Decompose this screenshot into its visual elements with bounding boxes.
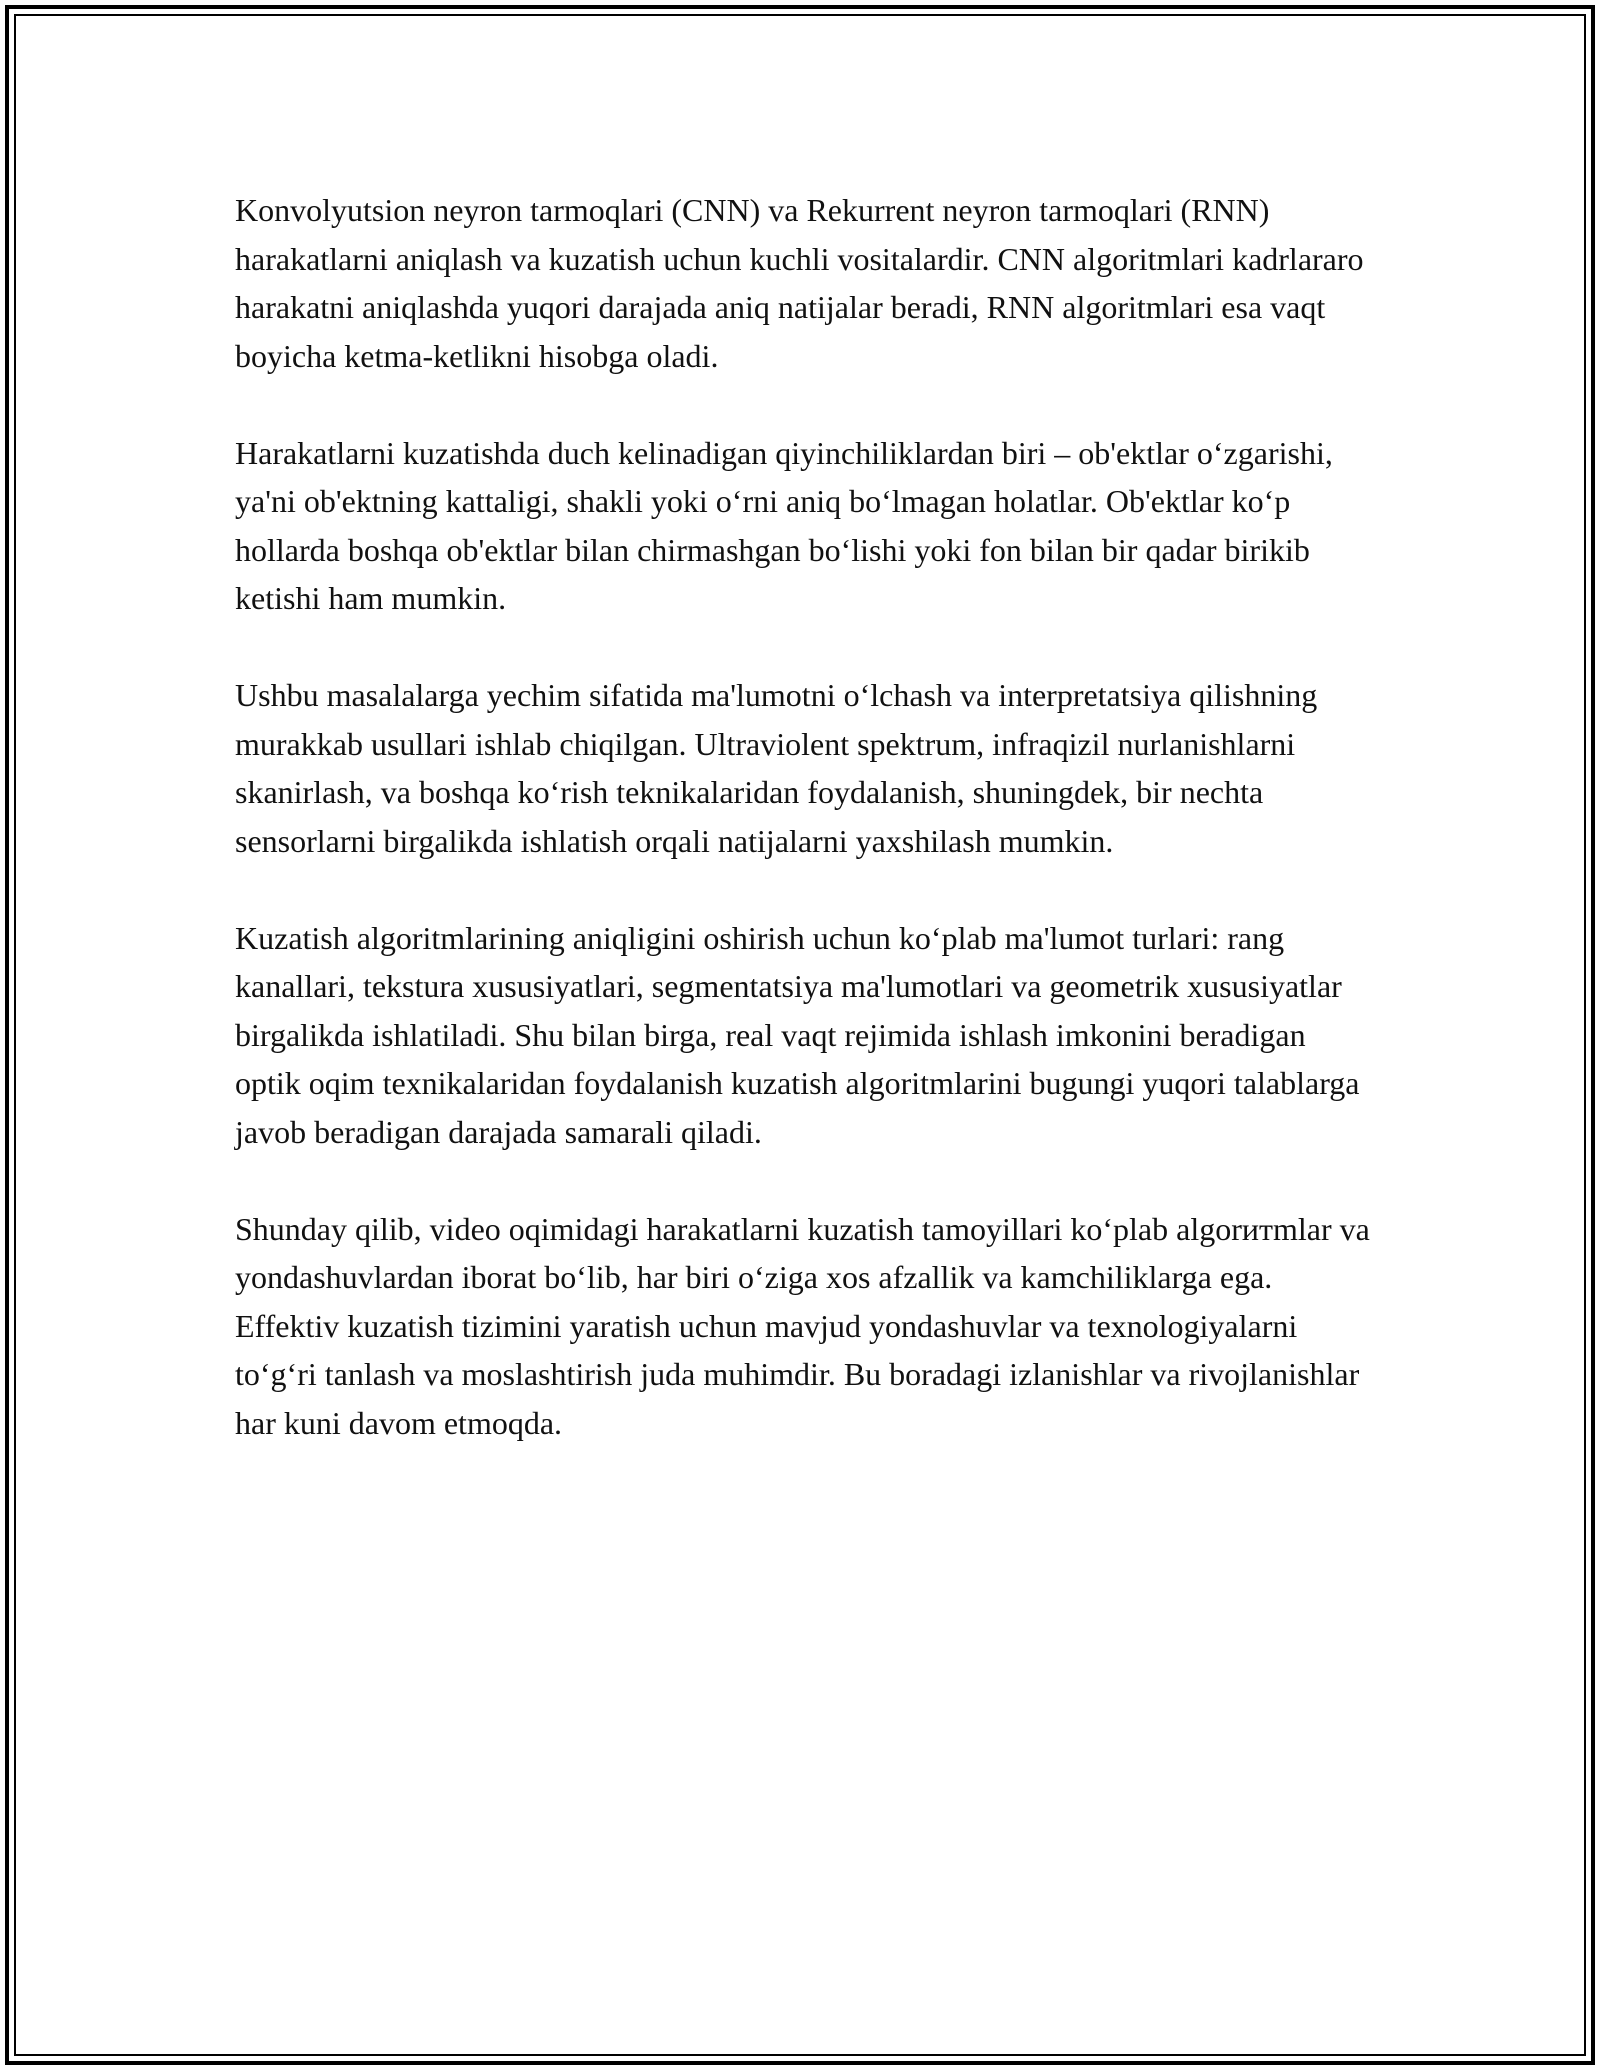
document-body — [235, 186, 1370, 1496]
paragraph-cnn-rnn: Konvolyutsion neyron tarmoqlari (CNN) va Rekurrent neyron tarmoqlari (RNN) harakatlarni aniqlash va kuzatish uchun kuchli vositalardir. CNN algoritmlari kadrlararo harakatni aniqlashda yuqori darajada aniq natijalar beradi, RNN algoritmlari esa vaqt boyicha ketma-ketlikni hisobga oladi. — [235, 192, 1364, 374]
paragraph-measurement-methods: Ushbu masalalarga yechim sifatida ma'lumotni o‘lchash va interpretatsiya qilishning murakkab usullari ishlab chiqilgan. Ultraviolent spektrum, infraqizil nurlanishlarni skanirlash, va boshqa ko‘rish teknikalaridan foydalanish, shuningdek, bir nechta sensorlarni birgalikda ishlatish orqali natijalarni yaxshilash mumkin. — [235, 677, 1318, 859]
paragraph-tracking-challenges: Harakatlarni kuzatishda duch kelinadigan qiyinchiliklardan biri – ob'ektlar o‘zgarishi, ya'ni ob'ektning kattaligi, shakli yoki o‘rni aniq bo‘lmagan holatlar. Ob'ektlar ko‘p hollarda boshqa ob'ektlar bilan chirmashgan bo‘lishi yoki fon bilan bir qadar birikib ketishi ham mumkin. — [235, 434, 1333, 616]
paragraph-accuracy-improvement: Kuzatish algoritmlarining aniqligini oshirish uchun ko‘plab ma'lumot turlari: rang kanallari, tekstura xususiyatlari, segmentatsiya ma'lumotlari va geometrik xususiyatlar birgalikda ishlatiladi. Shu bilan birga, real vaqt rejimida ishlash imkonini beradigan optik oqim texnikalaridan foydalanish kuzatish algoritmlarini bugungi yuqori talablarga javob beradigan darajada samarali qiladi. — [235, 919, 1360, 1150]
paragraph-conclusion: Shunday qilib, video oqimidagi harakatlarni kuzatish tamoyillari ko‘plab algorитmlar va yondashuvlardan iborat bo‘lib, har biri o‘ziga xos afzallik va kamchiliklarga ega. Effektiv kuzatish tizimini yaratish uchun mavjud yondashuvlar va texnologiyalarni to‘g‘ri tanlash va moslashtirish juda muhimdir. Bu boradagi izlanishlar va rivojlanishlar har kuni davom etmoqda. — [235, 1210, 1370, 1441]
